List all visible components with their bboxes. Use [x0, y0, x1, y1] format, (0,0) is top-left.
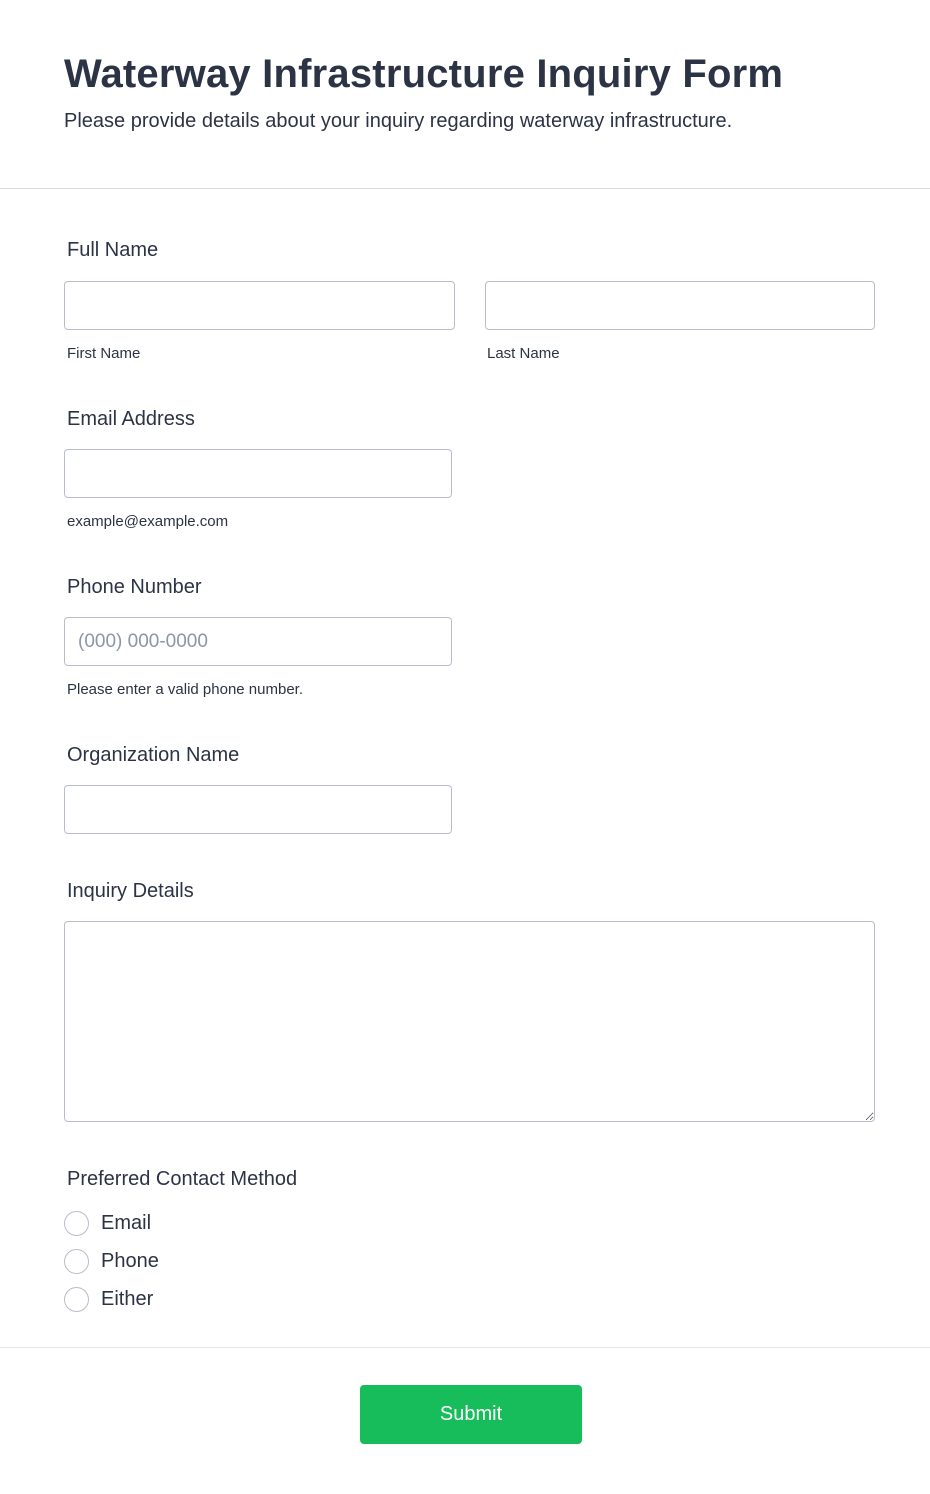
form-header — [0, 0, 930, 189]
first-name-sublabel: First Name — [67, 345, 141, 362]
radio-button-phone[interactable] — [64, 1249, 89, 1274]
radio-button-either[interactable] — [64, 1287, 89, 1312]
email-label: Email Address — [67, 408, 195, 430]
contact-option-email[interactable] — [64, 1210, 151, 1236]
phone-label: Phone Number — [67, 576, 202, 598]
email-input[interactable] — [64, 449, 452, 498]
full-name-label: Full Name — [67, 239, 159, 261]
submit-button[interactable]: Submit — [360, 1385, 582, 1444]
contact-option-either[interactable] — [64, 1286, 153, 1312]
inquiry-label: Inquiry Details — [67, 880, 194, 902]
inquiry-textarea[interactable] — [64, 921, 875, 1122]
radio-label-email: Email — [101, 1211, 152, 1234]
phone-sublabel: Please enter a valid phone number. — [67, 681, 303, 698]
last-name-sublabel: Last Name — [487, 345, 560, 362]
form-subtitle: Please provide details about your inquiry regarding waterway infrastructure. — [64, 110, 733, 132]
radio-button-email[interactable] — [64, 1211, 89, 1236]
form-title: Waterway Infrastructure Inquiry Form — [64, 52, 784, 96]
radio-label-either: Either — [101, 1287, 154, 1310]
last-name-input[interactable] — [485, 281, 875, 330]
contact-method-label: Preferred Contact Method — [67, 1168, 298, 1190]
phone-input[interactable] — [64, 617, 452, 666]
email-sublabel: example@example.com — [67, 513, 229, 530]
contact-option-phone[interactable] — [64, 1248, 159, 1274]
radio-label-phone: Phone — [101, 1249, 159, 1272]
footer-divider — [0, 1347, 930, 1348]
organization-input[interactable] — [64, 785, 452, 834]
organization-label: Organization Name — [67, 744, 240, 766]
first-name-input[interactable] — [64, 281, 455, 330]
